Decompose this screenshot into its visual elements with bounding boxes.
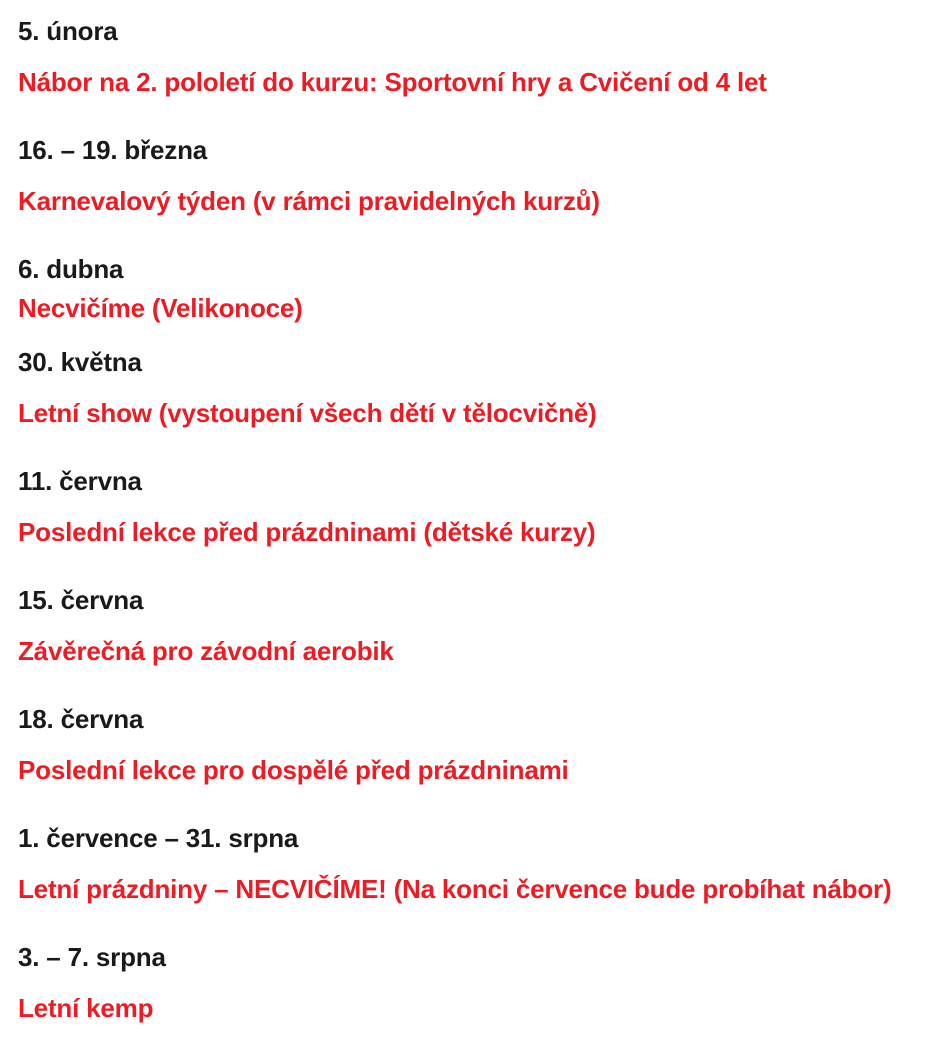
schedule-entry [18,823,938,905]
event-label: Nábor na 2. pololetí do kurzu: Sportovní hry a Cvičení od 4 let [18,67,767,97]
schedule-entry [18,135,938,217]
event-label: Karnevalový týden (v rámci pravidelných kurzů) [18,186,600,216]
date-label: 30. května [18,347,142,377]
date-label: 15. června [18,585,144,615]
event-label: Necvičíme (Velikonoce) [18,293,303,323]
schedule-list [18,16,938,1024]
schedule-entry [18,254,938,324]
event-label: Letní kemp [18,993,154,1023]
event-label: Poslední lekce pro dospělé před prázdninami [18,755,569,785]
date-label: 6. dubna [18,254,124,284]
date-label: 1. července – 31. srpna [18,823,299,853]
event-label: Poslední lekce před prázdninami (dětské kurzy) [18,517,596,547]
schedule-entry [18,466,938,548]
event-label: Letní prázdniny – NECVIČÍME! (Na konci července bude probíhat nábor) [18,874,892,904]
schedule-entry [18,704,938,786]
date-label: 16. – 19. března [18,135,208,165]
schedule-entry [18,16,938,98]
event-label: Letní show (vystoupení všech dětí v tělocvičně) [18,398,597,428]
schedule-entry [18,585,938,667]
date-label: 3. – 7. srpna [18,942,166,972]
event-label: Závěrečná pro závodní aerobik [18,636,394,666]
schedule-entry [18,347,938,429]
date-label: 5. února [18,16,118,46]
date-label: 18. června [18,704,144,734]
date-label: 11. června [18,466,142,496]
schedule-entry [18,942,938,1024]
